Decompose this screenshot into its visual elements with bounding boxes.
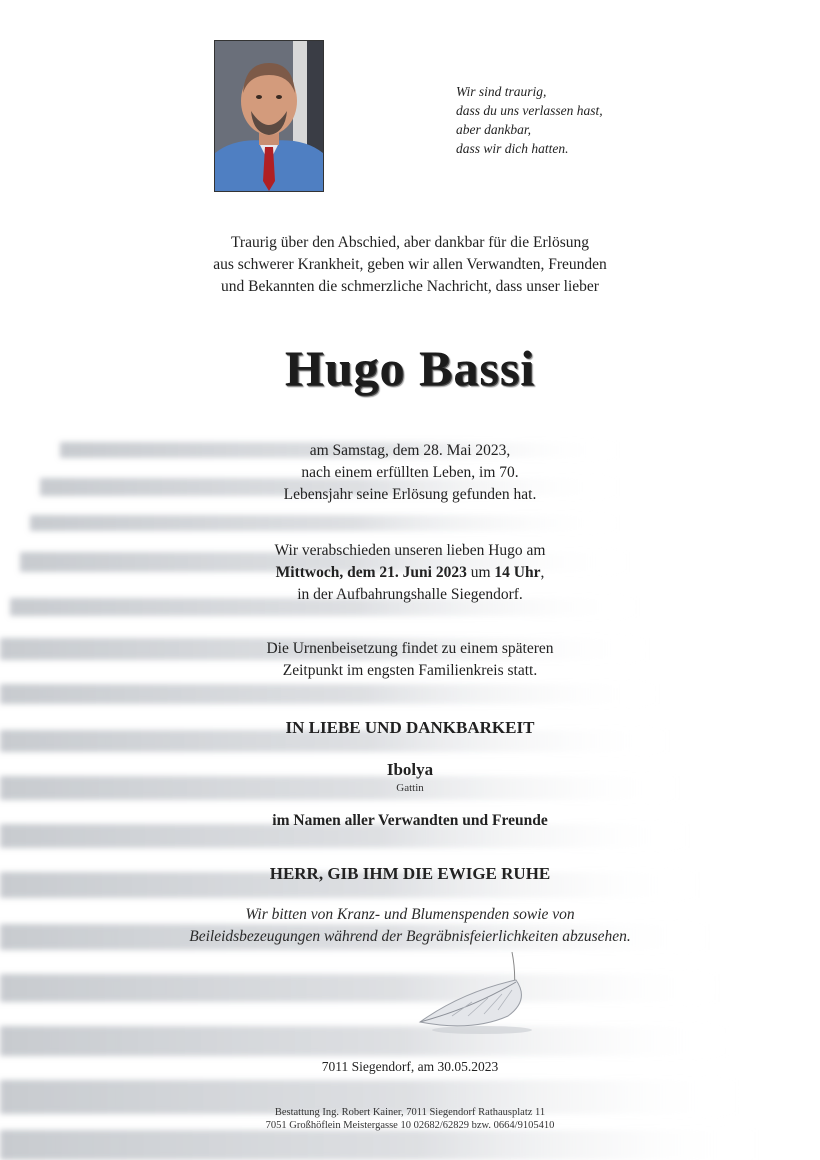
prayer-heading: HERR, GIB IHM DIE EWIGE RUHE (269, 864, 551, 883)
quote-line: aber dankbar, (456, 122, 531, 137)
death-notice-line: Lebensjahr seine Erlösung gefunden hat. (283, 486, 537, 503)
intro-line: Traurig über den Abschied, aber dankbar für die Erlösung (231, 234, 589, 251)
intro-line: aus schwerer Krankheit, geben wir allen Verwandten, Freunden (213, 256, 607, 273)
undertaker-info (0, 1106, 820, 1132)
urn-notice-line: Zeitpunkt im engsten Familienkreis statt. (282, 662, 538, 679)
donation-request (0, 904, 820, 948)
quote-line: dass wir dich hatten. (456, 141, 569, 156)
service-datetime (0, 562, 820, 584)
death-notice (0, 440, 820, 506)
service-location: in der Aufbahrungshalle Siegendorf. (297, 586, 523, 603)
deceased-name: Hugo Bassi (284, 340, 536, 396)
quote-line: dass du uns verlassen hast, (456, 103, 603, 118)
intro-text (0, 232, 820, 298)
urn-notice-line: Die Urnenbeisetzung findet zu einem späteren (266, 640, 554, 657)
service-connector: um (470, 564, 491, 581)
mourner-name: Ibolya (386, 760, 434, 779)
service-date: Mittwoch, dem 21. Juni 2023 (275, 564, 467, 581)
undertaker-line: Bestattung Ing. Robert Kainer, 7011 Siegendorf Rathausplatz 11 (274, 1107, 546, 1118)
service-details (0, 540, 820, 606)
in-love-heading: IN LIEBE UND DANKBARKEIT (285, 718, 535, 737)
mourner-role: Gattin (396, 782, 424, 794)
request-line: Wir bitten von Kranz- und Blumenspenden sowie von (245, 906, 575, 923)
family-line: im Namen aller Verwandten und Freunde (272, 812, 548, 829)
undertaker-line: 7051 Großhöflein Meistergasse 10 02682/62829 bzw. 0664/9105410 (265, 1120, 555, 1131)
death-notice-line: am Samstag, dem 28. Mai 2023, (309, 442, 511, 459)
intro-line: und Bekannten die schmerzliche Nachricht, dass unser lieber (221, 278, 599, 295)
feather-icon (412, 952, 542, 1036)
quote-line: Wir sind traurig, (456, 84, 547, 99)
service-comma: , (540, 564, 545, 581)
poem-quote (456, 82, 696, 158)
request-line: Beileidsbezeugungen während der Begräbnisfeierlichkeiten abzusehen. (189, 928, 631, 945)
service-intro: Wir verabschieden unseren lieben Hugo am (274, 542, 546, 559)
service-time: 14 Uhr (494, 564, 541, 581)
portrait-photo (214, 40, 324, 192)
urn-notice (0, 638, 820, 682)
place-date: 7011 Siegendorf, am 30.05.2023 (321, 1059, 499, 1074)
death-notice-line: nach einem erfüllten Leben, im 70. (301, 464, 519, 481)
